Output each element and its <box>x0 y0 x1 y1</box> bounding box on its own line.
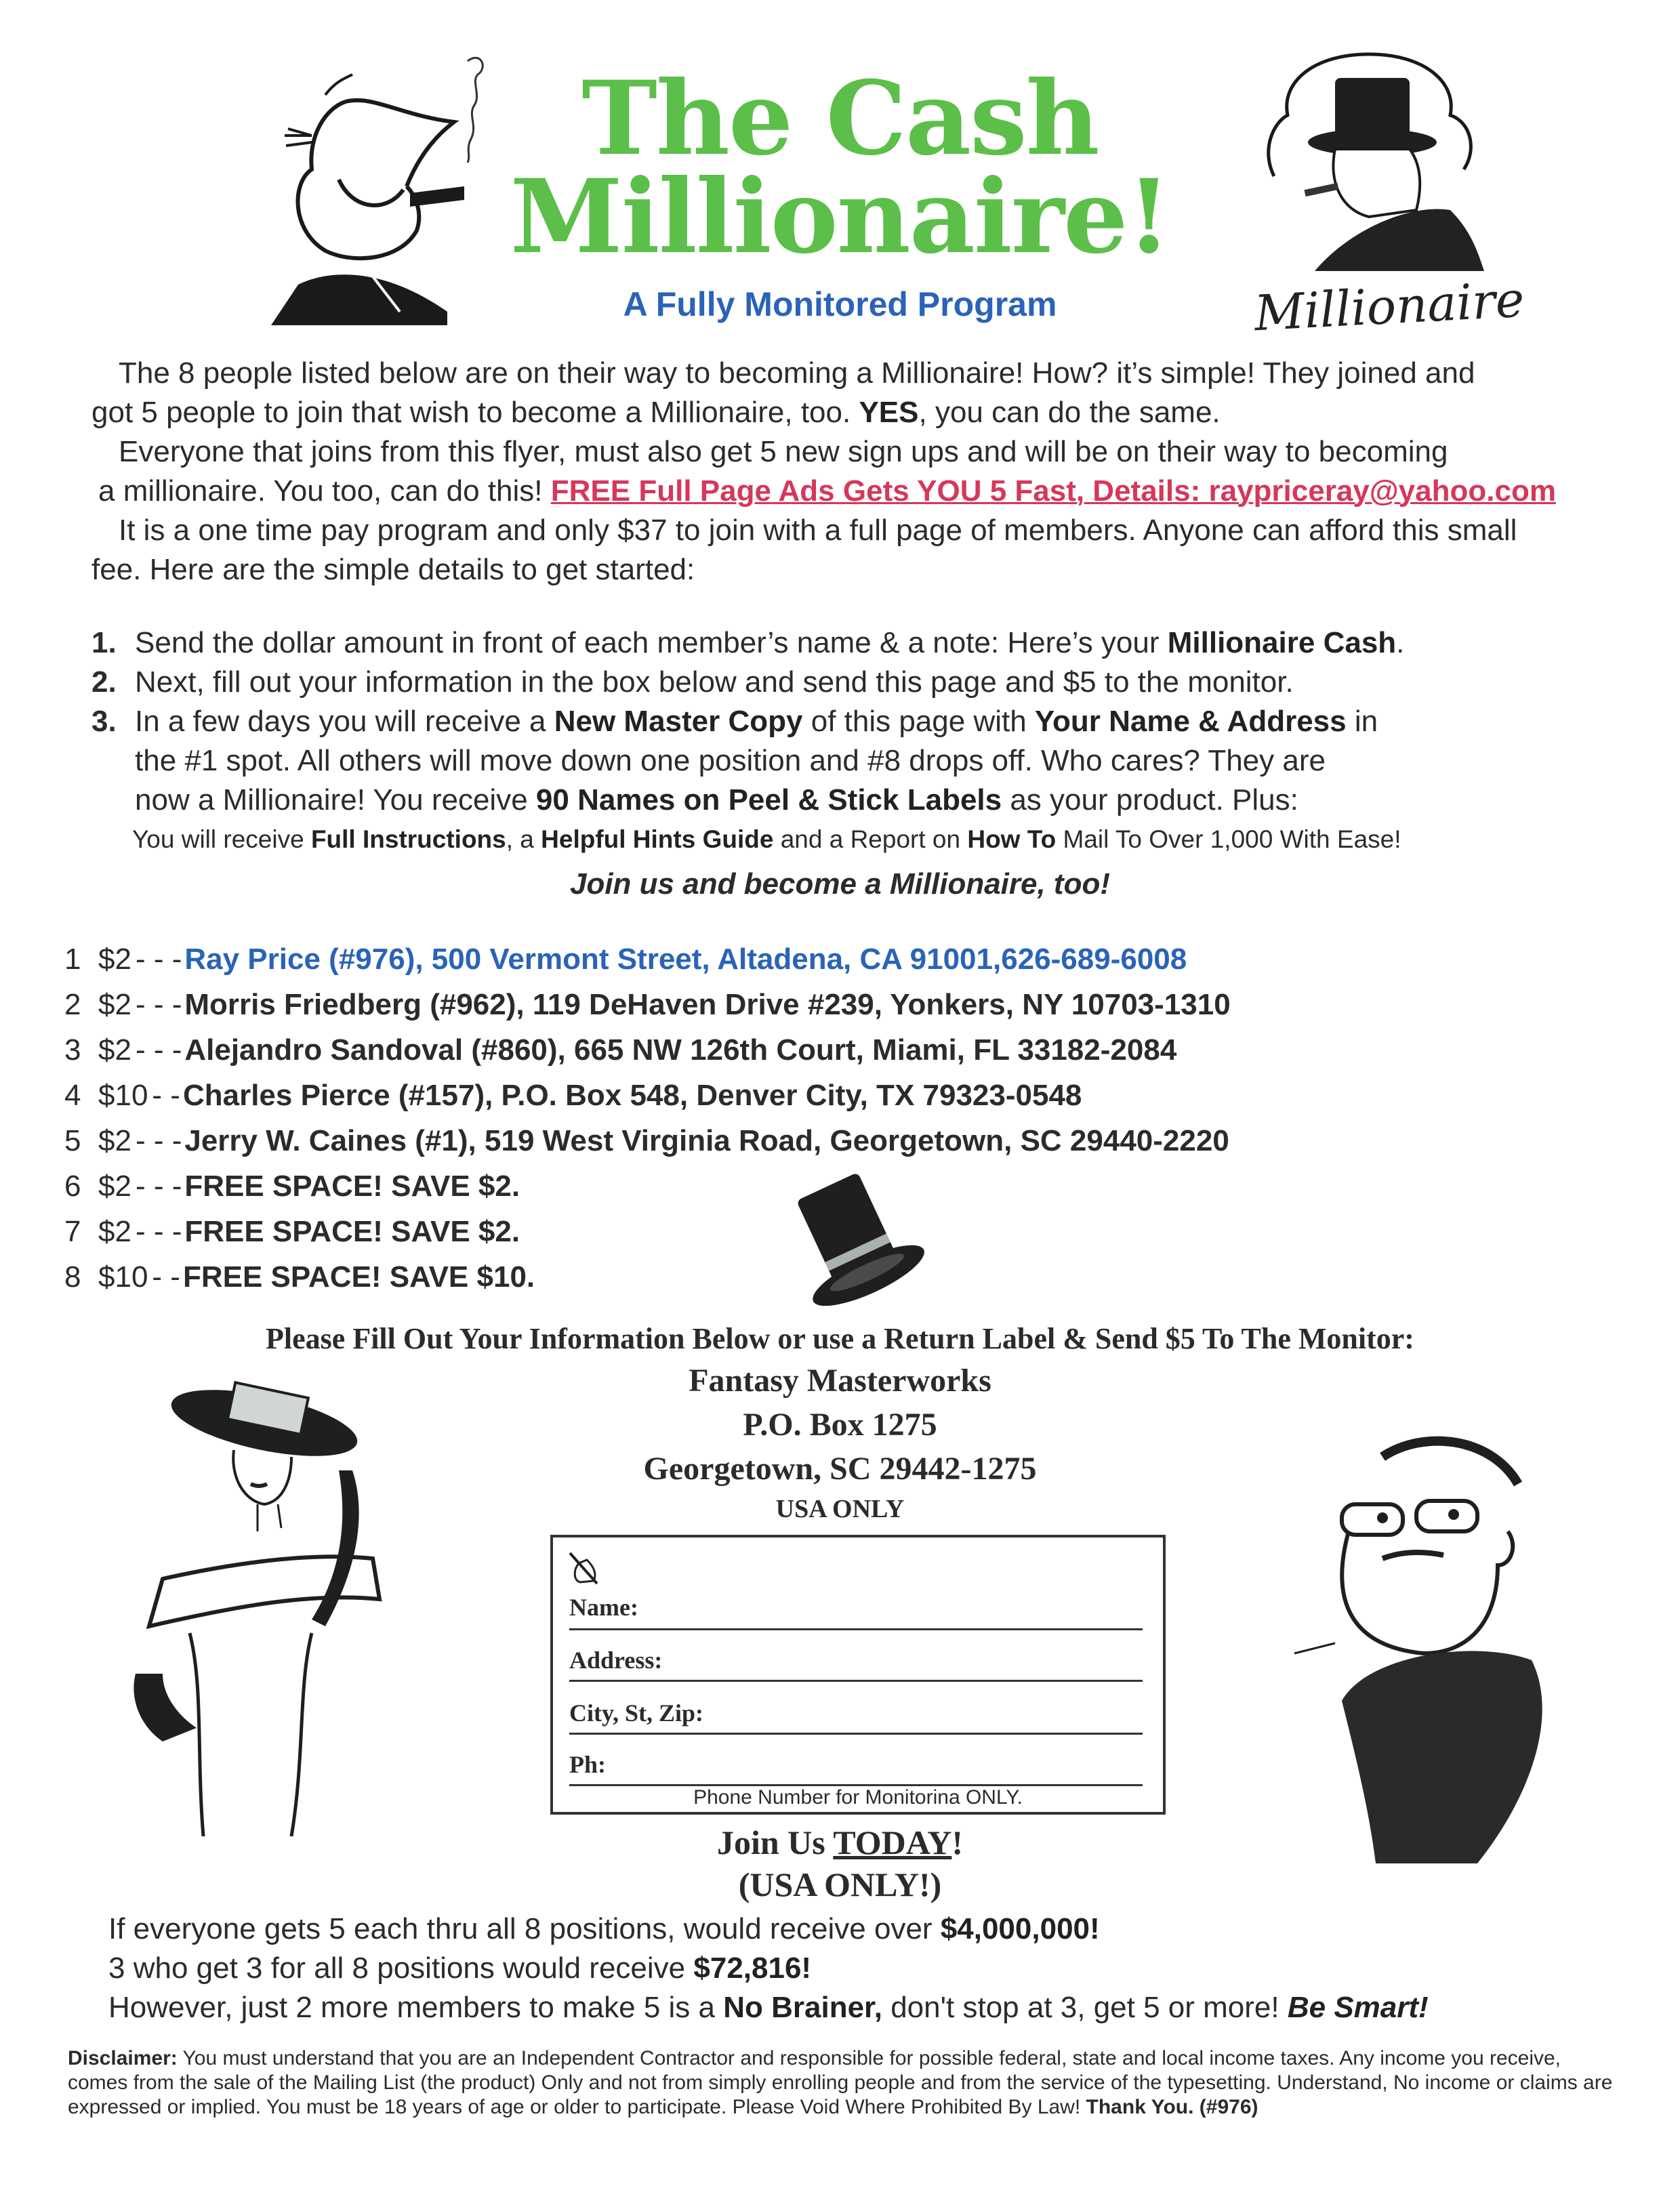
disclaimer <box>68 2046 1613 2120</box>
earnings-emphasis: No Brainer, <box>723 1991 882 2024</box>
member-info: Morris Friedberg (#962), 119 DeHaven Drive #239, Yonkers, NY 10703-1310 <box>184 988 1231 1021</box>
member-info: Charles Pierce (#157), P.O. Box 548, Denver City, TX 79323-0548 <box>182 1079 1082 1112</box>
member-amount: $2 <box>98 1170 131 1203</box>
member-row-8 <box>64 1255 535 1300</box>
monitor-address-1: P.O. Box 1275 <box>743 1407 937 1443</box>
man-with-glasses-illustration <box>1274 1430 1586 1863</box>
join-today-heading <box>0 1823 1680 1862</box>
millionaire-script-logo: Millionaire <box>1252 270 1526 342</box>
step-text: now a Millionaire! You receive <box>135 783 536 817</box>
member-dash: - - - <box>135 988 182 1021</box>
step-text: of this page with <box>802 705 1035 738</box>
page-title-line2: Millionaire! <box>510 157 1170 276</box>
earnings-line-2 <box>108 1949 811 1988</box>
member-position: 3 <box>64 1033 81 1067</box>
earnings-amount: $72,816! <box>693 1952 812 1985</box>
intro-line-3: Everyone that joins from this flyer, must also get 5 new sign ups and will be on their way to becoming <box>119 435 1448 468</box>
intro-line-6: fee. Here are the simple details to get started: <box>91 553 695 586</box>
member-dash: - - - <box>135 1033 182 1067</box>
promo-email-link[interactable]: FREE Full Page Ads Gets YOU 5 Fast, Details: raypriceray@yahoo.com <box>550 474 1556 508</box>
city-state-zip-label: City, St, Zip: <box>569 1699 704 1727</box>
step-3 <box>91 702 1378 741</box>
earnings-text: However, just 2 more members to make 5 is a <box>108 1991 724 2024</box>
page-subtitle: A Fully Monitored Program <box>623 285 1057 323</box>
intro-text: a millionaire. You too, can do this! <box>98 474 551 508</box>
step-3-line-2: the #1 spot. All others will move down one position and #8 drops off. Who cares? They are <box>135 744 1326 777</box>
disclaimer-label: Disclaimer: <box>68 2047 178 2069</box>
disclaimer-text: You must understand that you are an Independent Contractor and responsible for possible federal, state and local income taxes. Any income you receive, comes from the sale of the Mailing List (the product) Only and not from simply enrolling people and from the service of the typesetting. Understand, No income or claims are expressed or implied. You must be 18 years of age or older to participate. Please Void Where Prohibited By Law! <box>68 2047 1613 2118</box>
member-info: FREE SPACE! SAVE $2. <box>184 1170 520 1203</box>
phone-label: Ph: <box>569 1751 606 1778</box>
address-field[interactable] <box>569 1640 1143 1682</box>
member-amount: $2 <box>98 1033 131 1067</box>
top-hat-icon <box>773 1165 942 1321</box>
step-text: Mail To Over 1,000 With Ease! <box>1056 825 1401 853</box>
step-emphasis: How To <box>967 825 1057 853</box>
step-emphasis: New Master Copy <box>554 705 803 738</box>
member-info: FREE SPACE! SAVE $2. <box>184 1215 520 1248</box>
monitor-address-2: Georgetown, SC 29442-1275 <box>643 1451 1037 1487</box>
member-dash: - - - <box>135 943 182 976</box>
member-row-5 <box>64 1119 1229 1163</box>
step-emphasis: Your Name & Address <box>1034 705 1347 738</box>
member-amount: $2 <box>98 1124 131 1157</box>
step-text: You will receive <box>132 825 311 853</box>
member-info: FREE SPACE! SAVE $10. <box>182 1260 535 1294</box>
earnings-amount: $4,000,000! <box>940 1912 1100 1945</box>
intro-line-1: The 8 people listed below are on their way to becoming a Millionaire! How? it’s simple! They joined and <box>119 356 1475 390</box>
member-dash: - - - <box>135 1170 182 1203</box>
cta-today: TODAY <box>833 1823 952 1861</box>
page-title-line1: The Cash <box>581 59 1099 178</box>
earnings-text: If everyone gets 5 each thru all 8 positions, would receive over <box>108 1912 941 1945</box>
earnings-text: don't stop at 3, get 5 or more! <box>882 1991 1288 2024</box>
step-text: in <box>1346 705 1378 738</box>
step-1 <box>91 623 1404 663</box>
step-text: and a Report on <box>773 825 968 853</box>
intro-text: , you can do the same. <box>918 396 1221 429</box>
city-state-zip-field[interactable] <box>569 1692 1143 1735</box>
member-amount: $2 <box>98 1215 131 1248</box>
phone-monitoring-note: Phone Number for Monitorina ONLY. <box>693 1786 1023 1809</box>
disclaimer-thanks: Thank You. (#976) <box>1086 2096 1258 2118</box>
elegant-woman-illustration <box>88 1376 427 1836</box>
member-amount: $10 <box>98 1260 148 1294</box>
monitor-name: Fantasy Masterworks <box>689 1363 991 1399</box>
member-row-3 <box>64 1028 1176 1073</box>
member-amount: $2 <box>98 988 131 1021</box>
phone-field[interactable] <box>569 1745 1143 1786</box>
intro-line-4 <box>98 472 1556 511</box>
member-info: Alejandro Sandoval (#860), 665 NW 126th Court, Miami, FL 33182-2084 <box>184 1033 1177 1067</box>
member-dash: - - - <box>135 1215 182 1248</box>
step-emphasis: Full Instructions <box>310 825 506 853</box>
monitor-instruction: Please Fill Out Your Information Below or use a Return Label & Send $5 To The Monitor: <box>266 1322 1414 1355</box>
member-dash: - - <box>152 1260 180 1294</box>
yes-emphasis: YES <box>859 396 919 429</box>
member-amount: $10 <box>98 1079 148 1112</box>
member-position: 6 <box>64 1170 81 1203</box>
step-number: 3. <box>91 705 117 738</box>
join-tagline: Join us and become a Millionaire, too! <box>569 867 1110 901</box>
member-row-6 <box>64 1164 520 1209</box>
member-row-2 <box>64 983 1231 1027</box>
member-dash: - - <box>152 1079 180 1112</box>
member-position: 8 <box>64 1260 81 1294</box>
member-row-4 <box>64 1073 1082 1118</box>
intro-text: got 5 people to join that wish to become a Millionaire, too. <box>91 396 859 429</box>
intro-line-2 <box>91 393 1221 432</box>
member-info: Jerry W. Caines (#1), 519 West Virginia Road, Georgetown, SC 29440-2220 <box>184 1124 1229 1157</box>
be-smart-emphasis: Be Smart! <box>1287 1991 1429 2024</box>
step-3-line-4 <box>132 820 1401 859</box>
step-emphasis: 90 Names on Peel & Stick Labels <box>535 783 1002 817</box>
step-text: Next, fill out your information in the box below and send this page and $5 to the monitor. <box>135 665 1294 699</box>
step-emphasis: Millionaire Cash <box>1167 626 1397 659</box>
member-amount: $2 <box>98 943 131 976</box>
step-number: 1. <box>91 626 117 659</box>
usa-only-heading: (USA ONLY!) <box>738 1865 942 1903</box>
cta-text: Join Us <box>716 1823 834 1861</box>
step-text: as your product. Plus: <box>1002 783 1298 817</box>
step-emphasis: Helpful Hints Guide <box>541 825 774 853</box>
step-text: In a few days you will receive a <box>135 705 554 738</box>
name-field[interactable] <box>569 1586 1143 1630</box>
address-label: Address: <box>569 1647 663 1674</box>
member-row-1 <box>64 937 1187 982</box>
earnings-line-1 <box>108 1910 1100 1949</box>
member-position: 7 <box>64 1215 81 1248</box>
member-position: 1 <box>64 943 81 976</box>
earnings-text: 3 who get 3 for all 8 positions would receive <box>108 1952 694 1985</box>
earnings-line-3 <box>108 1988 1429 2027</box>
pen-hand-icon <box>567 1550 607 1587</box>
member-info: Ray Price (#976), 500 Vermont Street, Altadena, CA 91001,626-689-6008 <box>184 943 1187 976</box>
cta-text: ! <box>951 1823 964 1861</box>
signup-form-box <box>550 1535 1166 1815</box>
member-dash: - - - <box>135 1124 182 1157</box>
step-number: 2. <box>91 665 117 699</box>
intro-line-5: It is a one time pay program and only $37 to join with a full page of members. Anyone can afford this small <box>119 514 1517 547</box>
step-2 <box>91 663 1294 702</box>
name-label: Name: <box>569 1594 638 1621</box>
member-position: 5 <box>64 1124 81 1157</box>
member-row-7 <box>64 1210 520 1254</box>
usa-only-note: USA ONLY <box>775 1495 905 1523</box>
member-position: 2 <box>64 988 81 1021</box>
step-text: . <box>1396 626 1405 659</box>
step-text: , a <box>506 825 541 853</box>
step-3-line-3 <box>135 781 1298 820</box>
member-position: 4 <box>64 1079 81 1112</box>
step-text: Send the dollar amount in front of each member’s name & a note: Here’s your <box>135 626 1168 659</box>
